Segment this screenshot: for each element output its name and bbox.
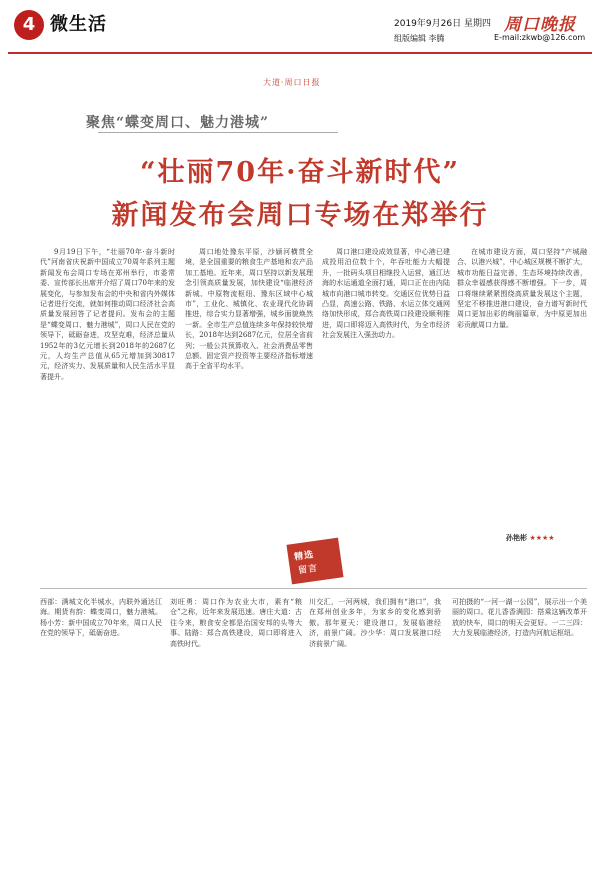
- comment-text: 西部：满城文化半城水，内联外通达江海。期货有韵：蝶变周口，魅力港城。杨小芳：新中国成立70年来，周口人民在党的领导下，砥砺奋进。: [40, 598, 162, 638]
- article-kicker: 聚焦“蝶变周口、魅力港城”: [86, 115, 270, 131]
- contact-email: E-mail:zkwb@126.com: [494, 33, 586, 42]
- article-column-3: [322, 247, 450, 560]
- reporter-name: 孙艳彬: [506, 534, 527, 542]
- comments-column-1: [40, 597, 162, 879]
- section-title: 微生活: [50, 14, 107, 35]
- article-paragraph: 在城市建设方面，周口坚持“产城融合、以港兴城”，中心城区规模不断扩大，城市功能日益完善，生态环境持续改善，群众幸福感获得感不断增强。下一步，周口将继续紧紧围绕高质量发展这个主题，坚定不移推进港口建设，奋力谱写新时代周口更加出彩的绚丽篇章，为中原更加出彩贡献周口力量。: [457, 248, 587, 329]
- page-number-badge: 4: [14, 10, 44, 40]
- issue-date: 2019年9月26日 星期四: [394, 19, 491, 29]
- section-divider: [40, 588, 587, 589]
- comment-text: 刘旺勇：周口作为农业大市，素有“粮仓”之称，近年来发展迅速。唐庄大道：古往今来，粮食安全都是治国安邦的头等大事。陆路：郑合高铁建设，周口即将进入高铁时代。: [170, 598, 302, 648]
- reporter-stars: ★★★★: [529, 534, 555, 542]
- headline-line-1: “壮丽70年·奋斗新时代”: [139, 157, 461, 188]
- comments-column-4: [452, 597, 587, 879]
- selected-comments-badge: [286, 538, 343, 585]
- comment-text: 川交汇，一河两城，我们拥有“港口”，我在郑州创业多年，为家乡的变化感到骄傲。那年夏天：建设港口，发展临港经济，前景广阔。沙少华：周口发展港口经济前景广阔。: [309, 598, 441, 648]
- layout-editor: 组版编辑 李腾: [394, 34, 445, 43]
- comments-column-2: [170, 597, 302, 879]
- article-paragraph: 周口港口建设成效显著，中心港已建成投用泊位数十个，年吞吐能力大幅提升，一批码头项目相继投入运营，通江达海的水运通道全面打通，周口正在由内陆城市向港口城市转变。交通区位优势日益凸显，高速公路、铁路、水运立体交通网络加快形成，郑合高铁周口段建设顺利推进，周口即将迈入高铁时代，为全市经济社会发展注入强劲动力。: [322, 248, 450, 340]
- reporter-credit: [506, 533, 555, 543]
- badge-line-2: 留言: [297, 563, 319, 577]
- article-column-2: [185, 247, 313, 560]
- comment-text: 可拍摄的“一河一湖一公园”，展示出一个美丽的周口。花儿香香满园：搭乘这辆改革开放的快车，周口的明天会更好。一二三四：大力发展临港经济，打造内河航运枢纽。: [452, 598, 587, 638]
- source-tag: 大道·周口日报: [263, 78, 321, 87]
- page-header: [8, 6, 592, 50]
- comments-column-3: [309, 597, 441, 879]
- newspaper-logo: 周口晚报: [504, 15, 576, 35]
- kicker-underline: [98, 132, 338, 133]
- headline-line-2: 新闻发布会周口专场在郑举行: [111, 200, 489, 231]
- article-column-4: [457, 247, 587, 560]
- header-rule: [8, 52, 592, 54]
- badge-line-1: 精选: [293, 550, 315, 563]
- article-paragraph: 周口地处豫东平原，沙颍河横贯全境，是全国重要的粮食生产基地和农产品加工基地。近年来，周口坚持以新发展理念引领高质量发展，加快建设“临港经济新城、中原物流枢纽、豫东区域中心城市”，工业化、城镇化、农业现代化协调推进，综合实力显著增强，城乡面貌焕然一新。全市生产总值连续多年保持较快增长，2018年达到2687亿元，位居全省前列；一般公共预算收入、社会消费品零售总额、固定资产投资等主要经济指标增速高于全省平均水平。: [185, 248, 313, 371]
- article-column-1: [40, 247, 175, 560]
- article-paragraph: 9月19日下午，“壮丽70年·奋斗新时代”河南省庆祝新中国成立70周年系列主题新闻发布会周口专场在郑州举行，市委常委、宣传部长出席并介绍了周口70年来的发展变化，与参加发布会的中央和省内外媒体记者进行交流，就如何推动周口经济社会高质量发展回答了记者提问。发布会的主题是“蝶变周口、魅力港城”，周口人民在党的领导下，砥砺奋进，攻坚克难，经济总量从1952年的3亿元增长到2018年的2687亿元，人均生产总值从65元增加到30817元，经济实力、发展质量和人民生活水平显著提升。: [40, 248, 175, 381]
